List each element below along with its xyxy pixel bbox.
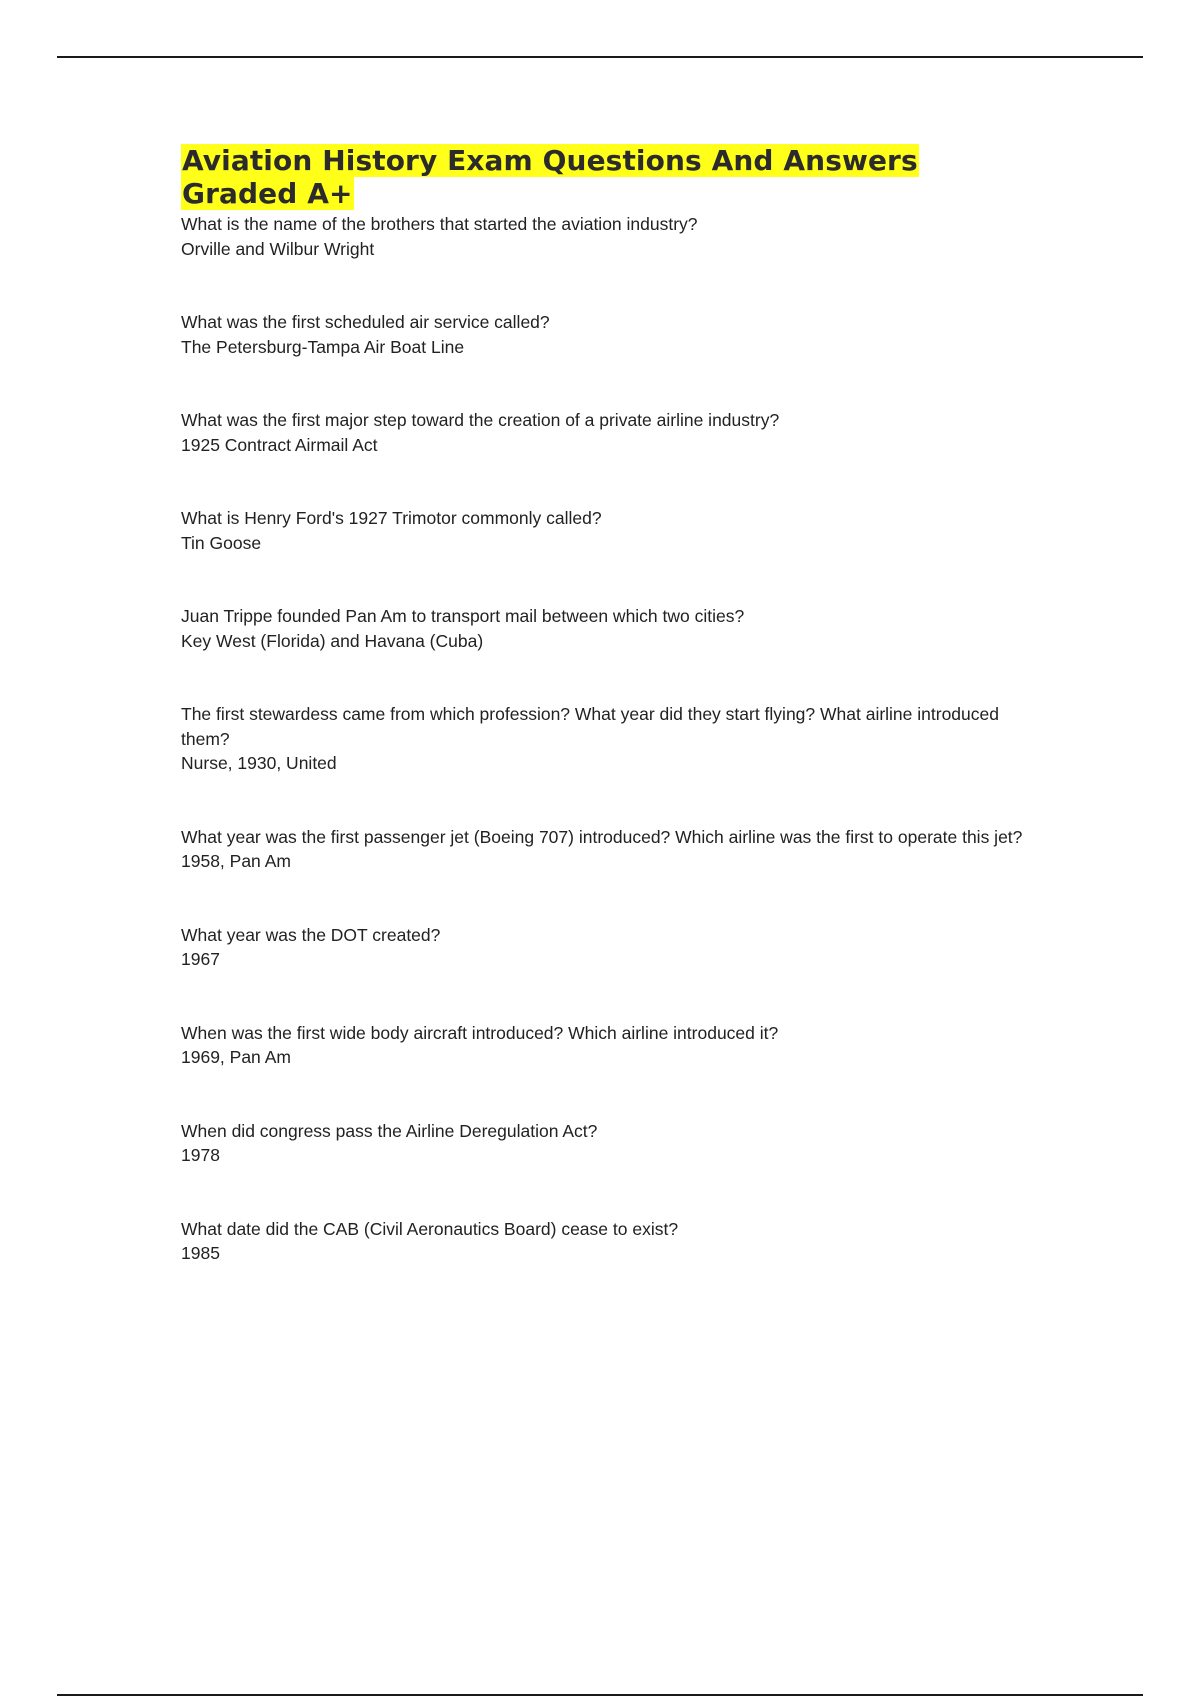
qa-item xyxy=(181,923,1041,972)
qa-item xyxy=(181,310,1041,359)
qa-item xyxy=(181,506,1041,555)
question-text: What was the first major step toward the creation of a private airline industry? xyxy=(181,410,780,430)
answer-text: 1985 xyxy=(181,1243,220,1263)
question-text: What year was the first passenger jet (Boeing 707) introduced? Which airline was the first to operate this jet? xyxy=(181,826,1023,847)
answer-text: 1978 xyxy=(181,1145,220,1165)
question-text: What is Henry Ford's 1927 Trimotor commonly called? xyxy=(181,508,602,528)
qa-item xyxy=(181,408,1041,457)
answer-text: Key West (Florida) and Havana (Cuba) xyxy=(181,630,484,651)
qa-item xyxy=(181,1217,1041,1266)
qa-item xyxy=(181,604,1041,653)
question-text: Juan Trippe founded Pan Am to transport mail between which two cities? xyxy=(181,606,745,626)
question-text: What date did the CAB (Civil Aeronautics Board) cease to exist? xyxy=(181,1218,679,1239)
answer-text: 1958, Pan Am xyxy=(181,851,291,871)
document-body xyxy=(181,144,1041,1315)
qa-item xyxy=(181,212,1041,261)
answer-text: Nurse, 1930, United xyxy=(181,753,337,773)
answer-text: Tin Goose xyxy=(181,532,262,553)
page-header-rule xyxy=(57,56,1143,58)
page-footer-rule xyxy=(57,1694,1143,1696)
question-text: When did congress pass the Airline Deregulation Act? xyxy=(181,1120,598,1141)
question-text: What was the first scheduled air service called? xyxy=(181,312,550,332)
question-text: What year was the DOT created? xyxy=(181,924,441,945)
qa-item xyxy=(181,1119,1041,1168)
answer-text: Orville and Wilbur Wright xyxy=(181,238,375,259)
answer-text: The Petersburg-Tampa Air Boat Line xyxy=(181,336,465,357)
answer-text: 1969, Pan Am xyxy=(181,1047,291,1067)
qa-item xyxy=(181,702,1041,776)
question-text: What is the name of the brothers that started the aviation industry? xyxy=(181,214,698,234)
document-title xyxy=(181,144,1041,210)
answer-text: 1925 Contract Airmail Act xyxy=(181,434,378,455)
answer-text: 1967 xyxy=(181,949,220,969)
qa-list xyxy=(181,212,1041,1266)
question-text: The first stewardess came from which profession? What year did they start flying? What airline introduced them? xyxy=(181,704,999,749)
qa-item xyxy=(181,1021,1041,1070)
question-text: When was the first wide body aircraft introduced? Which airline introduced it? xyxy=(181,1022,779,1043)
qa-item xyxy=(181,825,1041,874)
document-title-text: Aviation History Exam Questions And Answers Graded A+ xyxy=(182,144,918,210)
